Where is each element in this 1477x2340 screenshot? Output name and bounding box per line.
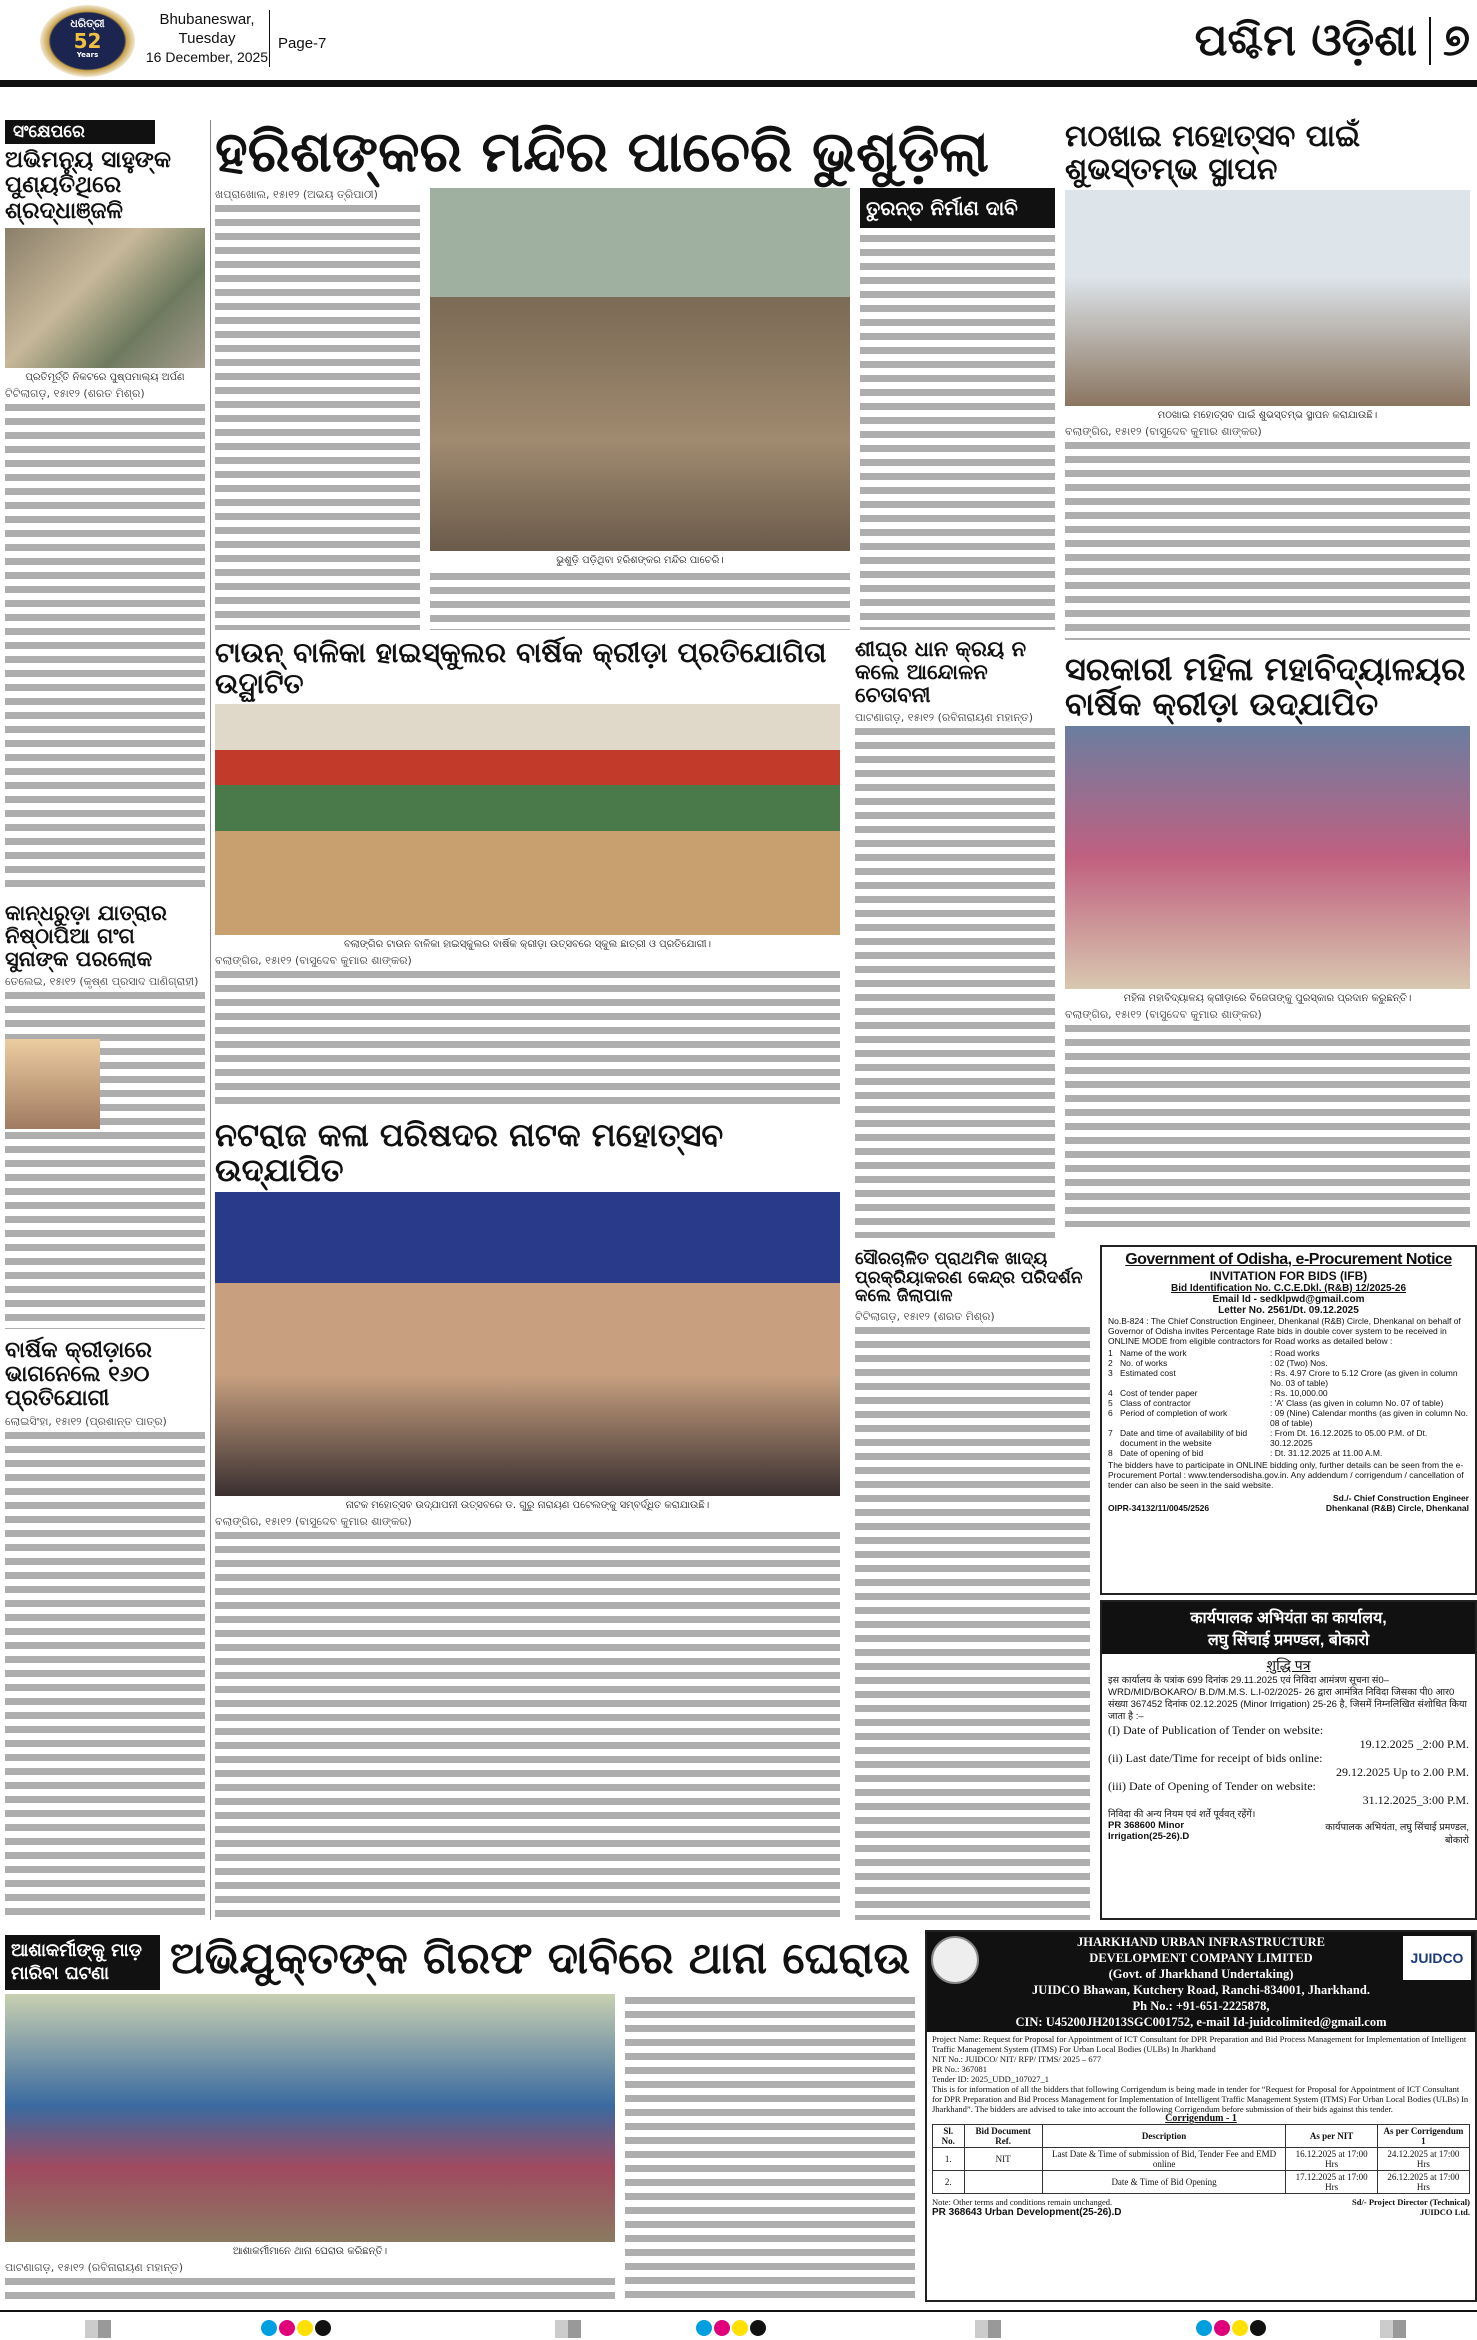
registration-mark bbox=[85, 2320, 111, 2338]
table-header: Description bbox=[1042, 2125, 1286, 2148]
corrigendum-notice-ad: कार्यपालक अभियंता का कार्यालय, लघु सिंचाई प्रमण्डल, बोकारो शुद्धि पत्र इस कार्यालय के पत्रांक 699 दिनांक 29.11.2025 एवं निविदा आमंत्रण सूचना सं0– WRD/MID/BOKARO/ B.D/M.M.S. L.I-02/2025- 26 द्वारा आमंत्रित निविदा जिसका पी0 आर0 संख्या 367452 दिनांक 02.12.2025 (Minor Irrigation) 25-26 है, जिसमें निम्नलिखित संशोधित किया जाता है :– (I) Date of Publication of Tender on website: 19.12.2025 _2:00 P.M. (ii) Last date/Time for receipt of bids online: 29.12.2025 Up to 2.00 P.M. (iii) Date of Opening of Tender on website: 31.12.2025_3:00 P.M. निविदा की अन्य नियम एवं शर्ते पूर्ववत् रहेंगें। PR 368600 Minor Irrigation(25-26).D कार्यपालक अभियंता, लघु सिंचाई प्रमण्डल, बोकारो bbox=[1100, 1600, 1477, 1920]
article-photo bbox=[5, 228, 205, 368]
table-cell: 26.12.2025 at 17:00 Hrs bbox=[1377, 2171, 1469, 2194]
brief-kicker: ସଂକ୍ଷେପରେ bbox=[5, 120, 155, 144]
photo-caption: ପ୍ରତିମୂର୍ତ୍ତି ନିକଟରେ ପୁଷ୍ପମାଲ୍ୟ ଅର୍ପଣ bbox=[25, 371, 185, 383]
table-header: Sl. No. bbox=[933, 2125, 965, 2148]
temple-wall-photo bbox=[430, 188, 850, 551]
protest-photo bbox=[5, 1994, 615, 2242]
table-header: As per Corrigendum 1 bbox=[1377, 2125, 1469, 2148]
corrigendum-table bbox=[932, 2124, 1470, 2194]
table-cell: 24.12.2025 at 17:00 Hrs bbox=[1377, 2148, 1469, 2171]
natak-story bbox=[215, 1118, 840, 1920]
tender-detail-row: 8 Date of opening of bid : Dt. 31.12.2025 at 11.00 A.M. bbox=[1108, 1448, 1383, 1458]
color-registration-dots bbox=[695, 2320, 767, 2340]
sports-photo bbox=[215, 704, 840, 935]
college-story bbox=[1065, 652, 1470, 1227]
page-label: Page-7 bbox=[278, 35, 327, 52]
article-body: ପାଟଣାଗଡ଼, ୧୫ା୧୨ (ରବିନାରାୟଣ ମହାନ୍ତ) bbox=[5, 2261, 615, 2305]
article-body: ଟିଟିଲାଗଡ଼, ୧୫ା୧୨ (ଶରତ ମିଶ୍ର) bbox=[855, 1310, 1090, 1920]
eprocurement-notice-ad: Government of Odisha, e-Procurement Notice INVITATION FOR BIDS (IFB) Bid Identification No. C.C.E.Dkl. (R&B) 12/2025-26 Email Id - sedklpwd@gmail.com Letter No. 2561/Dt. 09.12.2025 No.B-824 : The Chief Construction Engineer, Dhenkanal (R&B) Circle, Dhenkanal on behalf of Governor of Odisha invites Percentage Rate bids in double cover system to be received in ONLINE MODE from eligible contractors for Road works as detailed below : 1 Name of the work : Road works 2 No. of works : 02 (Two) Nos. 3 Estimated cost : Rs. 4.97 Crore to 5.12 Crore (as given in column No. 03 of table) 4 Cost of tender paper : Rs. 10,000.00 5 Class of contractor : 'A' Class (as given in column No. 07 of table) 6 Period of completion of work : 09 (Nine) Calendar months (as given in column No. 08 of table) 7 Date and time of availability of bid document in the website : From Dt. 16.12.2025 to 05.00 P.M. of Dt. 30.12.2025 8 Date of opening of bid : Dt. 31.12.2025 at 11.00 A.M. The bidders have to participate in ONLINE bidding only, further details can be seen from the e-Procurement Portal : www.tendersodisha.gov.in. Any addendum / corrigendum / cancellation of tender can also be seen in the said website. OIPR-34132/11/0045/2526 Sd./- Chief Construction Engineer Dhenkanal (R&B) Circle, Dhenkanal bbox=[1100, 1245, 1477, 1595]
table-cell: Last Date & Time of submission of Bid, Tender Fee and EMD online bbox=[1042, 2148, 1286, 2171]
registration-mark bbox=[1380, 2320, 1406, 2338]
table-header: As per NIT bbox=[1286, 2125, 1377, 2148]
article-body bbox=[625, 1994, 915, 2305]
sports-story bbox=[215, 638, 840, 1108]
section-heading bbox=[700, 5, 1470, 77]
footer-rule bbox=[0, 2310, 1477, 2312]
paddy-story bbox=[855, 638, 1055, 1238]
mathakhai-story bbox=[1065, 120, 1470, 640]
article-body: ପାଟଣାଗଡ଼, ୧୫ା୧୨ (ରବିନାରାୟଣ ମହାନ୍ତ) bbox=[855, 711, 1055, 1238]
bottom-kicker: ଆଶାକର୍ମୀଙ୍କୁ ମାଡ଼ ମାରିବା ଘଟଣା bbox=[5, 1935, 160, 1990]
article-body: ବଲାଙ୍ଗିର, ୧୫ା୧୨ (ବାସୁଦେବ କୁମାର ଶାଙ୍କର) bbox=[215, 1515, 840, 1920]
table-header: Bid Document Ref. bbox=[964, 2125, 1042, 2148]
article-body: ଟିଟିଲାଗଡ଼, ୧୫ା୧୨ (ଶରତ ମିଶ୍ର) bbox=[5, 387, 205, 892]
solar-story bbox=[855, 1250, 1090, 1920]
lead-story bbox=[215, 122, 1055, 630]
tender-detail-row: 1 Name of the work : Road works bbox=[1108, 1348, 1320, 1358]
article-title: ସୌରଚାଳିତ ପ୍ରାଥମିକ ଖାଦ୍ୟ ପ୍ରକ୍ରିୟାକରଣ କେନ୍ଦ୍ର ପରିଦର୍ଶନ କଲେ ଜିଲାପାଳ bbox=[855, 1249, 1083, 1307]
article-title: ବାର୍ଷିକ କ୍ରୀଡ଼ାରେ ଭାଗନେଲେ ୧୬୦ ପ୍ରତିଯୋଗୀ bbox=[5, 1337, 152, 1411]
registration-mark bbox=[555, 2320, 581, 2338]
color-registration-dots bbox=[1195, 2320, 1267, 2340]
article-body: ଲୋଇସିଂହା, ୧୫ା୧୨ (ପ୍ରଶାନ୍ତ ପାତ୍ର) bbox=[5, 1415, 205, 1920]
photo-caption: ବଲାଙ୍ଗିର ଟାଉନ ବାଳିକା ହାଇସ୍କୁଲର ବାର୍ଷିକ କ୍ରୀଡ଼ା ଉତ୍ସବରେ ସ୍କୁଲ ଛାତ୍ରୀ ଓ ପ୍ରତିଯୋଗୀ। bbox=[343, 938, 712, 950]
article-title: ନଟରାଜ କଳା ପରିଷଦର ନାଟକ ମହୋତ୍ସବ ଉଦ୍ଯାପିତ bbox=[215, 1116, 724, 1190]
article-title: ସରକାରୀ ମହିଳା ମହାବିଦ୍ୟାଳୟର ବାର୍ଷିକ କ୍ରୀଡ଼ା ଉଦ୍ଯାପିତ bbox=[1065, 650, 1466, 724]
table-cell bbox=[964, 2171, 1042, 2194]
tender-detail-row: 2 No. of works : 02 (Two) Nos. bbox=[1108, 1358, 1328, 1368]
header-rule bbox=[0, 80, 1477, 87]
column-divider bbox=[210, 120, 211, 1920]
tender-detail-row: 5 Class of contractor : 'A' Class (as given in column No. 07 of table) bbox=[1108, 1398, 1444, 1408]
tender-detail-row: 3 Estimated cost : Rs. 4.97 Crore to 5.12 Crore (as given in column No. 03 of table) bbox=[1108, 1368, 1458, 1388]
article-body bbox=[860, 232, 1055, 630]
registration-mark bbox=[975, 2320, 1001, 2338]
sub-headline-box: ତୁରନ୍ତ ନିର୍ମାଣ ଦାବି bbox=[860, 188, 1055, 228]
article-title: ଅଭିଯୁକ୍ତଙ୍କ ଗିରଫ ଦାବିରେ ଥାନା ଘେରାଉ bbox=[170, 1933, 911, 1984]
color-registration-dots bbox=[260, 2320, 332, 2340]
tender-detail-row: 7 Date and time of availability of bid document in the website : From Dt. 16.12.2025 to 05.00 P.M. of Dt. 30.12.2025 bbox=[1108, 1428, 1428, 1448]
article-body: ବଲାଙ୍ଗିର, ୧୫ା୧୨ (ବାସୁଦେବ କୁମାର ଶାଙ୍କର) bbox=[1065, 1008, 1470, 1227]
juidco-corrigendum-ad: JHARKHAND URBAN INFRASTRUCTURE DEVELOPMENT COMPANY LIMITED (Govt. of Jharkhand Undertaking) JUIDCO Bhawan, Kutchery Road, Ranchi-834001, Jharkhand. Ph No.: +91-651-2225878, CIN: U45200JH2013SGC001752, e-mail Id-juidcolimited@gmail.com JUIDCO Project Name: Request for Proposal for Appointment of ICT Consultant for DPR Preparation and Bid Process Management for Implementation of Intelligent Traffic Management System (ITMS) For Urban Local Bodies (ULBs) In Jharkhand NIT No.: JUIDCO/ NIT/ RFP/ ITMS/ 2025 – 677 PR No.: 367081 Tender ID: 2025_UDD_107027_1 This is for information of all the bidders that following Corrigendum is being made in tender for “Request for Proposal for Appointment of ICT Consultant for DPR Preparation and Bid Process Management for Implementation of Intelligent Traffic Management System (ITMS) For Urban Local Bodies (ULBs) In Jharkhand”. The bidders are advised to take into account the following Corrigendum before submission of their bids against this tender. Corrigendum - 1 Sl. No. Bid Document Ref. Description As per NIT As per Corrigendum 1 1. NIT Last Date & Time of submission of Bid, Tender Fee and EMD online 16.12.2025 at 17:00 Hrs 24.12.2025 at 17:00 Hrs 2. Date & Time of Bid Opening 17.12.2025 at 17:00 Hrs 26.12.2025 at 17:00 Hrs Note: Other terms and conditions remain unchanged. PR 368643 Urban Development(25-26).D Sd/- Project Director (Technical) JUIDCO Ltd. bbox=[925, 1930, 1477, 2302]
table-cell: 1. bbox=[933, 2148, 965, 2171]
table-cell: 17.12.2025 at 17:00 Hrs bbox=[1286, 2171, 1377, 2194]
article-title: ଅଭିମନ୍ୟୁ ସାହୁଙ୍କ ପୁଣ୍ୟତିଥିରେ ଶ୍ରଦ୍ଧାଞ୍ଜଳି bbox=[5, 147, 171, 224]
article-body: ବଲାଙ୍ଗିର, ୧୫ା୧୨ (ବାସୁଦେବ କୁମାର ଶାଙ୍କର) bbox=[1065, 425, 1470, 641]
juidco-logo: JUIDCO bbox=[1403, 1936, 1471, 1980]
article-body: ବଲାଙ୍ଗିର, ୧୫ା୧୨ (ବାସୁଦେବ କୁମାର ଶାଙ୍କର) bbox=[215, 954, 840, 1108]
stage-photo bbox=[215, 1192, 840, 1496]
photo-caption: ମଠଖାଇ ମହୋତ୍ସବ ପାଇଁ ଶୁଭସ୍ତମ୍ଭ ସ୍ଥାପନ କରାଯାଉଛି। bbox=[1157, 409, 1378, 421]
tender-details-list bbox=[1108, 1348, 1469, 1458]
article-body: ତେଲେଇ, ୧୫ା୧୨ (କୃଷ୍ଣ ପ୍ରସାଦ ପାଣିଗ୍ରାହୀ) bbox=[5, 975, 205, 1328]
article-title: ଟାଉନ୍ ବାଳିକା ହାଇସ୍କୁଲର ବାର୍ଷିକ କ୍ରୀଡ଼ା ପ୍ରତିଯୋଗିତା ଉଦ୍ଘାଟିତ bbox=[215, 636, 827, 700]
bottom-story bbox=[5, 1935, 915, 2305]
photo-caption: ନାଟକ ମହୋତ୍ସବ ଉଦ୍ଯାପନୀ ଉତ୍ସବରେ ଡ. ଗୁରୁ ନାରାୟଣ ପଟେଲଙ୍କୁ ସମ୍ବର୍ଦ୍ଧିତ କରାଯାଉଛି। bbox=[345, 1500, 710, 1512]
table-row bbox=[933, 2148, 1470, 2171]
table-row bbox=[933, 2171, 1470, 2194]
portrait-photo bbox=[5, 1039, 100, 1129]
masthead-logo: ଧରିତ୍ରୀ 52 Years bbox=[40, 5, 135, 77]
article-photo bbox=[1065, 190, 1470, 406]
article-body: ଖପ୍ରାଖୋଲ, ୧୫ା୧୨ (ଅଭୟ ତ୍ରିପାଠୀ) bbox=[215, 188, 420, 630]
photo-caption: ମହିଳା ମହାବିଦ୍ୟାଳୟ କ୍ରୀଡ଼ାରେ ବିଜେତାଙ୍କୁ ପୁରସ୍କାର ପ୍ରଦାନ କରୁଛନ୍ତି। bbox=[1123, 993, 1412, 1005]
table-cell: 16.12.2025 at 17:00 Hrs bbox=[1286, 2148, 1377, 2171]
photo-caption: ଭୁଶୁଡ଼ି ପଡ଼ିଥିବା ହରିଶଙ୍କର ମନ୍ଦିର ପାଚେରି। bbox=[556, 555, 724, 566]
tender-detail-row: 6 Period of completion of work : 09 (Nine) Calendar months (as given in column No. 08 of table) bbox=[1108, 1408, 1468, 1428]
lead-headline: ହରିଶଙ୍କର ମନ୍ଦିର ପାଚେରି ଭୁଶୁଡ଼ିଲା bbox=[215, 120, 989, 185]
section-title: ପଶ୍ଚିମ ଓଡ଼ିଶା bbox=[1195, 17, 1431, 65]
article-photo bbox=[1065, 726, 1470, 989]
table-cell: Date & Time of Bid Opening bbox=[1042, 2171, 1286, 2194]
jharkhand-seal-icon bbox=[931, 1936, 979, 1984]
table-cell: 2. bbox=[933, 2171, 965, 2194]
table-cell: NIT bbox=[964, 2148, 1042, 2171]
photo-caption: ଆଶାକର୍ମୀମାନେ ଥାନା ଘେରାଉ କରିଛନ୍ତି। bbox=[232, 2246, 388, 2257]
page-number: ୭ bbox=[1443, 14, 1470, 66]
article-title: ଶୀଘ୍ର ଧାନ କ୍ରୟ ନ କଲେ ଆନ୍ଦୋଳନ ଚେତାବନୀ bbox=[855, 637, 1027, 708]
article-body bbox=[430, 570, 850, 630]
article-title: କାନ୍ଧରୁଡ଼ା ଯାତ୍ରାର ନିଷ୍ଠାପିଆ ଗଂଗ ସୁନାଙ୍କ ପରଲୋକ bbox=[5, 900, 167, 971]
article-title: ମଠଖାଇ ମହୋତ୍ସବ ପାଇଁ ଶୁଭସ୍ତମ୍ଭ ସ୍ଥାପନ bbox=[1065, 119, 1361, 187]
tender-detail-row: 4 Cost of tender paper : Rs. 10,000.00 bbox=[1108, 1388, 1328, 1398]
left-column bbox=[5, 120, 205, 1920]
dateline-block: Bhubaneswar, Tuesday 16 December, 2025 bbox=[145, 11, 269, 65]
